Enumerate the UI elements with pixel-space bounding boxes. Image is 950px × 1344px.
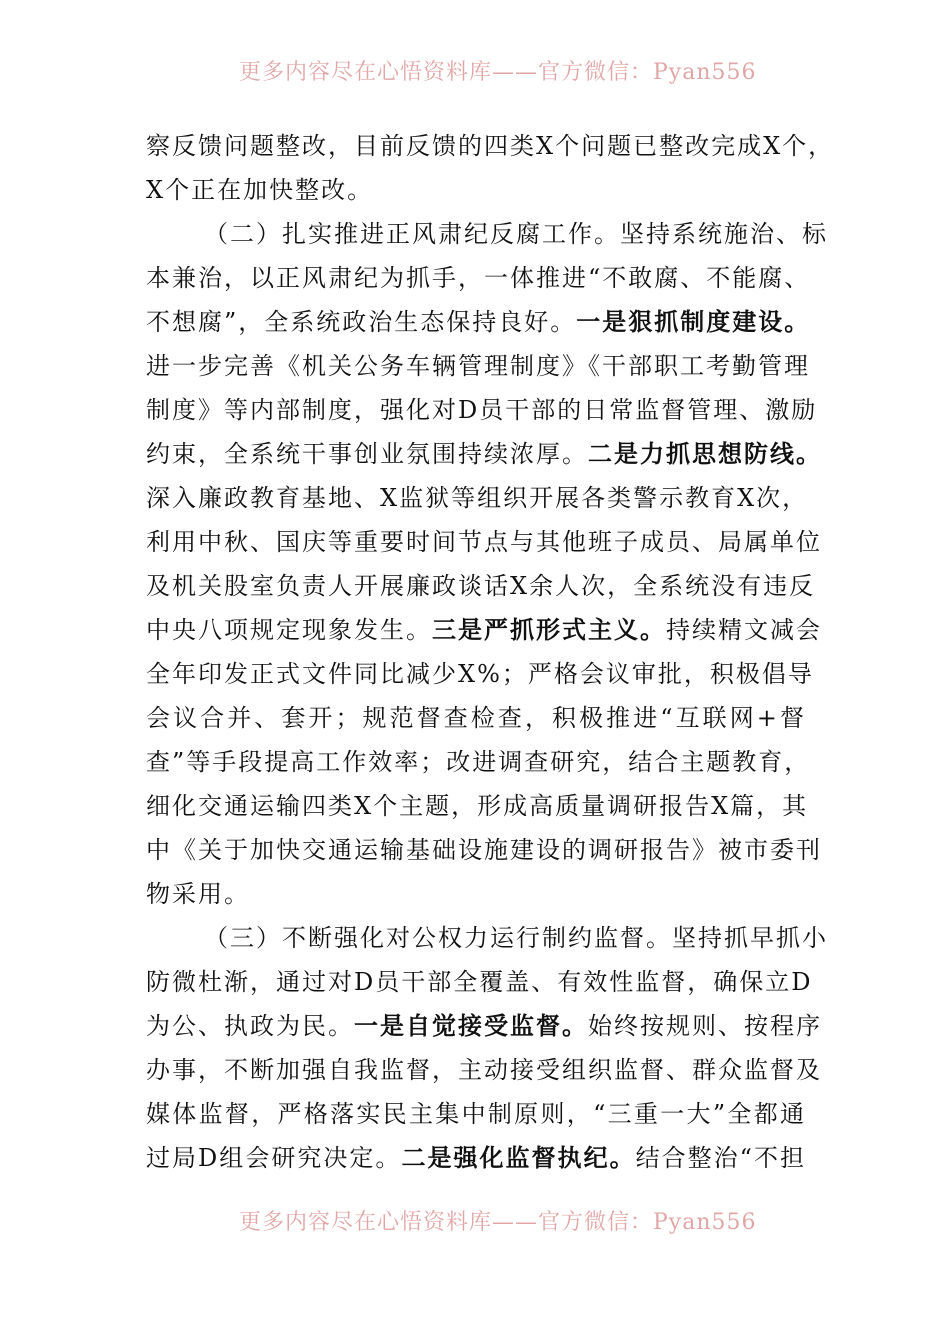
bold-point: 二是力抓思想防线。 bbox=[588, 439, 822, 468]
header-watermark bbox=[235, 50, 755, 90]
footer-watermark bbox=[235, 1200, 755, 1240]
text-line: 制度》等内部制度，强化对D员干部的日常监督管理、激励 bbox=[146, 396, 818, 424]
text-line: X个正在加快整改。 bbox=[146, 176, 374, 204]
text-line: 中《关于加快交通运输基础设施建设的调研报告》被市委刊 bbox=[146, 836, 822, 864]
text-line: 媒体监督，严格落实民主集中制原则，“三重一大”全都通 bbox=[146, 1100, 806, 1128]
section-heading-line: （三）不断强化对公权力运行制约监督。坚持抓早抓小 bbox=[204, 924, 828, 952]
text-line: 利用中秋、国庆等重要时间节点与其他班子成员、局属单位 bbox=[146, 528, 822, 556]
text-line: 不想腐”，全系统政治生态保持良好。一是狠抓制度建设。 bbox=[146, 307, 811, 336]
text-line: 及机关股室负责人开展廉政谈话X余人次，全系统没有违反 bbox=[146, 572, 816, 600]
bold-point: 三是严抓形式主义。 bbox=[432, 615, 666, 644]
text-line: 细化交通运输四类X个主题，形成高质量调研报告X篇，其 bbox=[146, 792, 809, 820]
bold-point: 一是自觉接受监督。 bbox=[354, 1011, 588, 1040]
text-line: 约束，全系统干事创业氛围持续浓厚。二是力抓思想防线。 bbox=[146, 439, 822, 468]
text-line: 过局D组会研究决定。二是强化监督执纪。结合整治“不担 bbox=[146, 1143, 806, 1172]
bold-point: 二是强化监督执纪。 bbox=[401, 1143, 636, 1172]
text-line: 中央八项规定现象发生。三是严抓形式主义。持续精文减会 bbox=[146, 615, 822, 644]
text-line: 深入廉政教育基地、X监狱等组织开展各类警示教育X次， bbox=[146, 484, 809, 512]
text-line: 为公、执政为民。一是自觉接受监督。始终按规则、按程序 bbox=[146, 1011, 822, 1040]
text-line: 物采用。 bbox=[146, 880, 250, 908]
watermark-text: 更多内容尽在心悟资料库——官方微信：Pyan556 bbox=[239, 59, 757, 85]
text-line: 本兼治，以正风肃纪为抓手，一体推进“不敢腐、不能腐、 bbox=[146, 264, 811, 292]
text-line: 全年印发正式文件同比减少X%；严格会议审批，积极倡导 bbox=[146, 660, 814, 688]
text-line: 办事，不断加强自我监督，主动接受组织监督、群众监督及 bbox=[146, 1056, 822, 1084]
watermark-text: 更多内容尽在心悟资料库——官方微信：Pyan556 bbox=[239, 1209, 757, 1235]
section-heading-line: （二）扎实推进正风肃纪反腐工作。坚持系统施治、标 bbox=[204, 220, 828, 248]
text-line: 查”等手段提高工作效率；改进调查研究，结合主题教育， bbox=[146, 748, 811, 776]
text-line: 会议合并、套开；规范督查检查，积极推进“互联网+督 bbox=[146, 704, 806, 732]
text-line: 察反馈问题整改，目前反馈的四类X个问题已整改完成X个， bbox=[146, 132, 835, 160]
text-line: 防微杜渐，通过对D员干部全覆盖、有效性监督，确保立D bbox=[146, 968, 813, 996]
bold-point: 一是狠抓制度建设。 bbox=[576, 307, 811, 336]
text-line: 进一步完善《机关公务车辆管理制度》《干部职工考勤管理 bbox=[146, 352, 810, 380]
body-text bbox=[146, 124, 835, 1180]
